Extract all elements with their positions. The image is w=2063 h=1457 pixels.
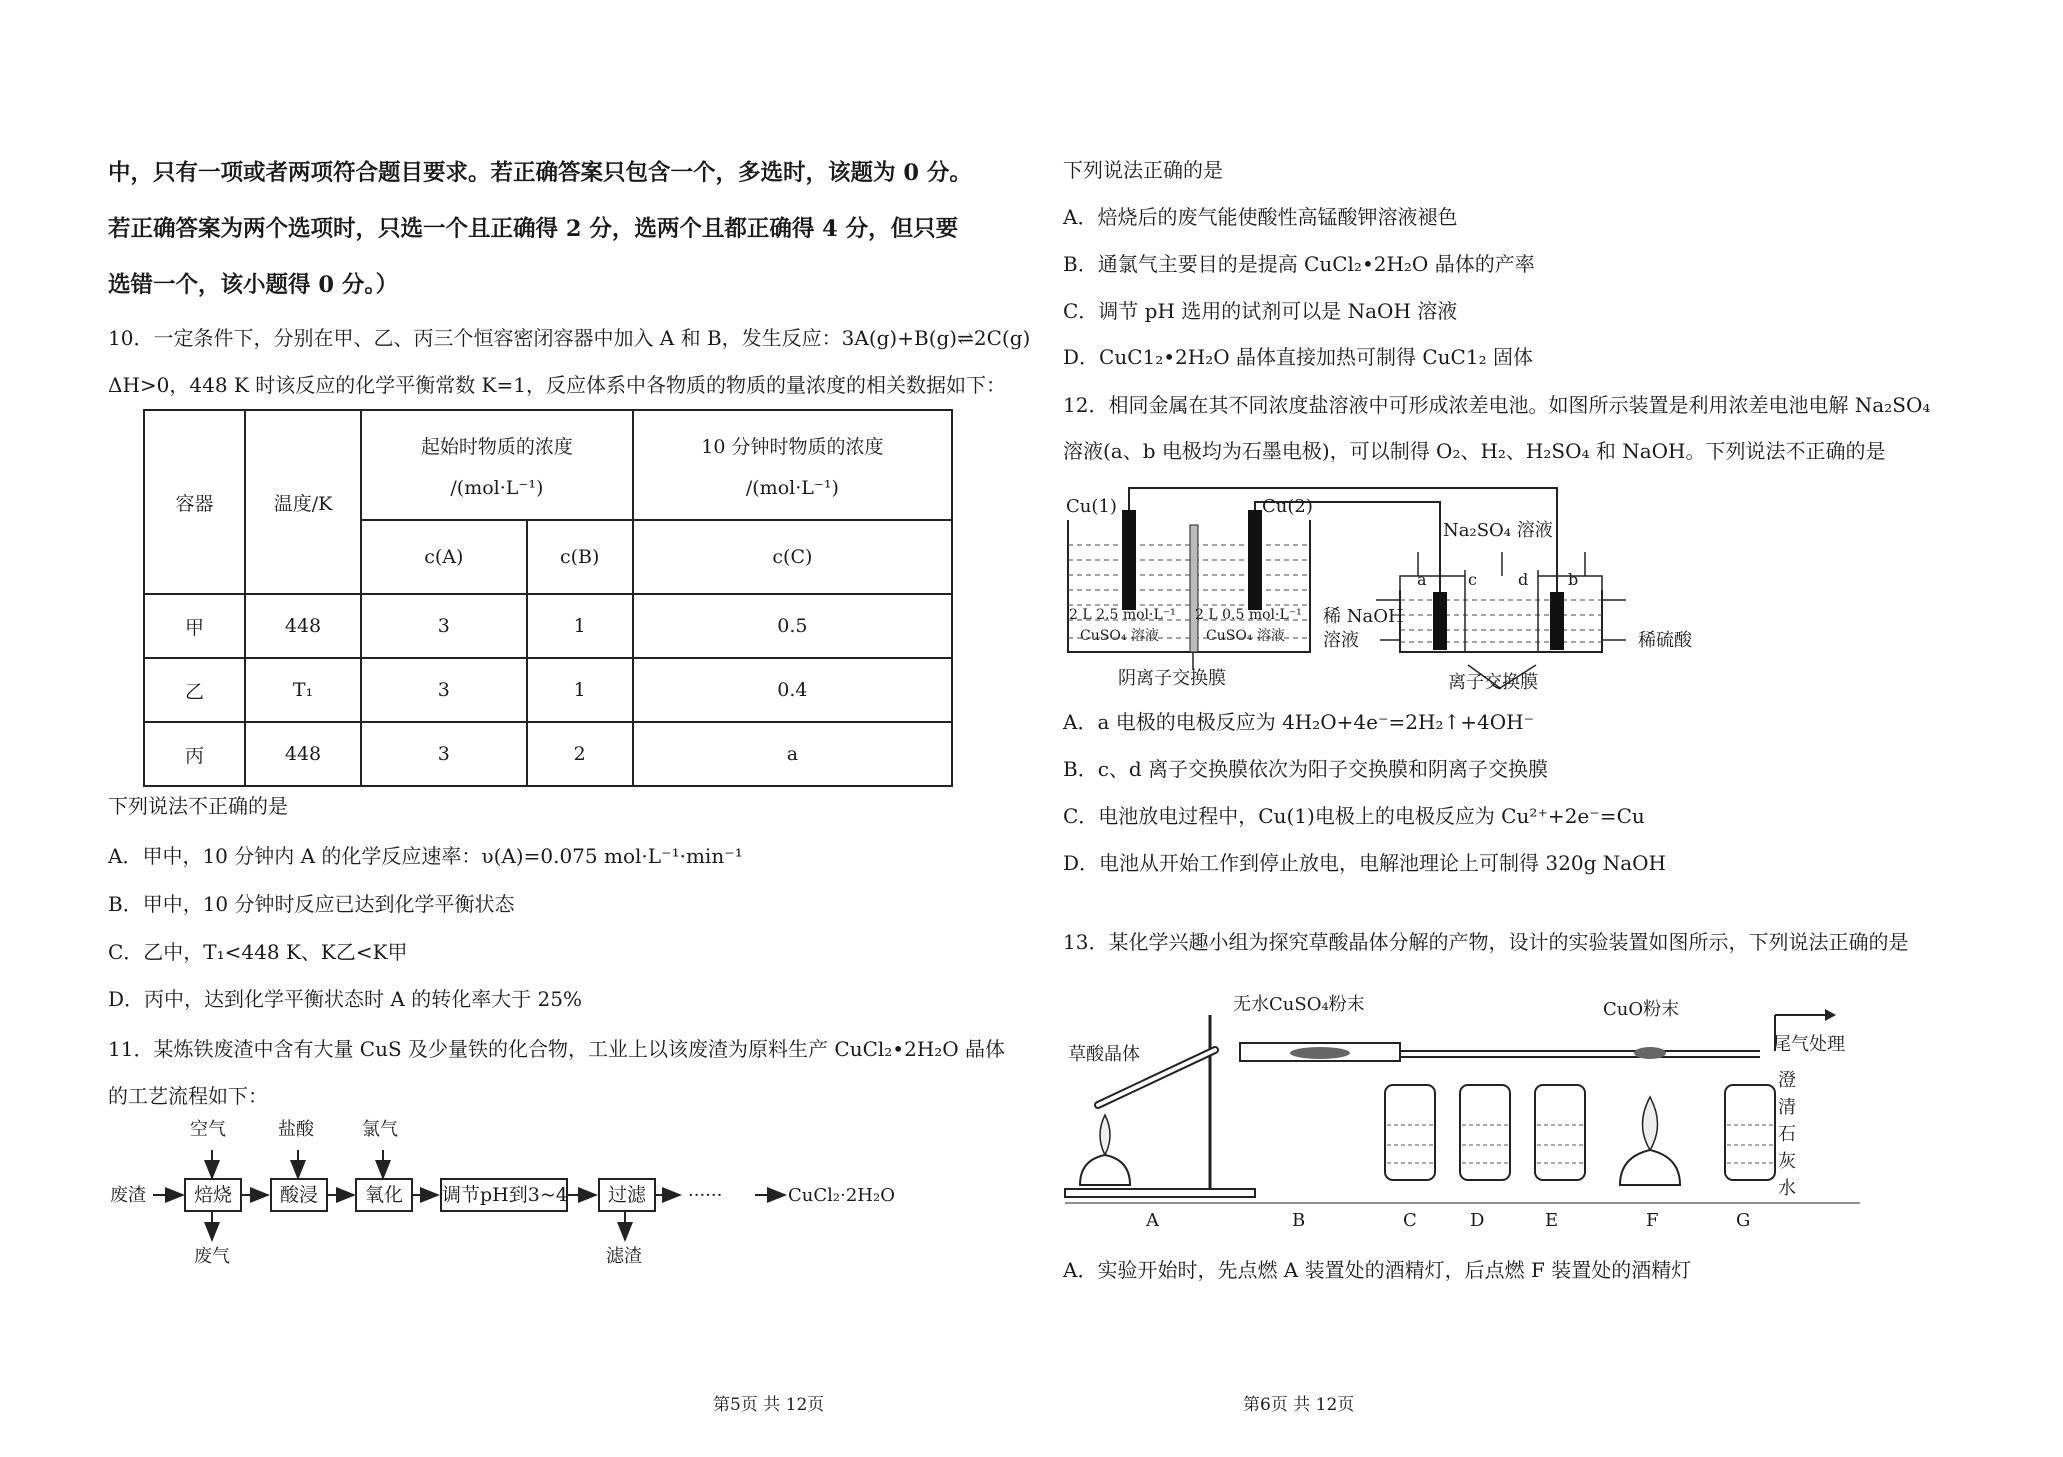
limewater-char-2: 清 — [1778, 1097, 1796, 1118]
q12-option-b: B．c、d 离子交换膜依次为阳子交换膜和阴离子交换膜 — [1063, 757, 1549, 781]
q11-option-d: D．CuC1₂•2H₂O 晶体直接加热可制得 CuC1₂ 固体 — [1063, 345, 1533, 369]
page-number-right: 第6页 共 12页 — [1243, 1395, 1355, 1415]
q11-prompt: 下列说法正确的是 — [1063, 158, 1223, 182]
q10-prompt: 下列说法不正确的是 — [108, 794, 288, 818]
th-start-concentration — [361, 410, 633, 520]
flow-input-air: 空气 — [190, 1119, 226, 1140]
apparatus-label-b: B — [1292, 1210, 1306, 1231]
limewater-char-5: 水 — [1778, 1178, 1796, 1199]
flow-input-chlorine: 氯气 — [362, 1119, 398, 1140]
tail-gas-label: 尾气处理 — [1773, 1034, 1845, 1055]
q10-stem-2: ΔH>0，448 K 时该反应的化学平衡常数 K=1，反应体系中各物质的物质的量浓度的相关数据如下： — [108, 373, 1006, 397]
table-row — [144, 594, 952, 658]
flow-input-hcl: 盐酸 — [278, 1119, 314, 1140]
limewater-char-3: 石 — [1778, 1124, 1796, 1145]
apparatus-label-f: F — [1646, 1210, 1659, 1231]
q13-stem: 13．某化学兴趣小组为探究草酸晶体分解的产物，设计的实验装置如图所示，下列说法正确的是 — [1063, 930, 1909, 954]
flow-dots: ······ — [688, 1185, 723, 1206]
table-row — [144, 658, 952, 722]
q11-option-b: B．通氯气主要目的是提高 CuCl₂•2H₂O 晶体的产率 — [1063, 252, 1535, 276]
apparatus-label-a: A — [1146, 1210, 1159, 1231]
table-row — [144, 722, 952, 786]
cell-b: 2 — [527, 722, 633, 786]
flow-step-acid-leach: 酸浸 — [270, 1178, 328, 1212]
sol2-line-2: CuSO₄ 溶液 — [1206, 628, 1285, 644]
limewater-char-4: 灰 — [1778, 1151, 1796, 1172]
cell-a: 3 — [361, 658, 527, 722]
limewater-char-1: 澄 — [1778, 1070, 1796, 1091]
q10-option-b: B．甲中，10 分钟时反应已达到化学平衡状态 — [108, 892, 515, 916]
cell-name: 乙 — [144, 658, 245, 722]
naoh-label-2: 溶液 — [1323, 630, 1359, 651]
apparatus-label-e: E — [1545, 1210, 1559, 1231]
electrode-b-label: b — [1568, 570, 1579, 589]
cell-temp: T₁ — [245, 658, 361, 722]
flow-step-roast: 焙烧 — [184, 1178, 242, 1212]
q10-stem-1: 10．一定条件下，分别在甲、乙、丙三个恒容密闭容器中加入 A 和 B，发生反应：3A(g)+B(g)⇌2C(g) — [108, 326, 1031, 350]
th-temperature: 温度/K — [245, 410, 361, 594]
apparatus-label-c: C — [1403, 1210, 1417, 1231]
q11-option-a: A．焙烧后的废气能使酸性高锰酸钾溶液褪色 — [1063, 205, 1458, 229]
cell-c: 0.5 — [633, 594, 952, 658]
flow-step-oxidize: 氧化 — [355, 1178, 413, 1212]
ion-membrane-label: 离子交换膜 — [1448, 672, 1538, 693]
q12-option-a: A．a 电极的电极反应为 4H₂O+4e⁻=2H₂↑+4OH⁻ — [1063, 710, 1535, 734]
th-10min-label: 10 分钟时物质的浓度 — [701, 435, 884, 458]
cell-temp: 448 — [245, 722, 361, 786]
sol2-line-1: 2 L 0.5 mol·L⁻¹ — [1195, 607, 1302, 623]
th-cA: c(A) — [361, 520, 527, 594]
na2so4-label: Na₂SO₄ 溶液 — [1443, 520, 1553, 541]
sol1-line-1: 2 L 2.5 mol·L⁻¹ — [1069, 607, 1176, 623]
cell-c: 0.4 — [633, 658, 952, 722]
cell-a: 3 — [361, 722, 527, 786]
th-container: 容器 — [144, 410, 245, 594]
flow-step-adjust-ph: 调节pH到3~4 — [440, 1178, 568, 1212]
apparatus-label-g: G — [1736, 1210, 1751, 1231]
q12-stem-1: 12．相同金属在其不同浓度盐溶液中可形成浓差电池。如图所示装置是利用浓差电池电解 Na₂SO₄ — [1063, 393, 1931, 417]
q11-option-c: C．调节 pH 选用的试剂可以是 NaOH 溶液 — [1063, 299, 1458, 323]
flow-step-filter: 过滤 — [598, 1178, 656, 1212]
q12-option-c: C．电池放电过程中，Cu(1)电极上的电极反应为 Cu²⁺+2e⁻=Cu — [1063, 804, 1645, 828]
instruction-line-2: 若正确答案为两个选项时，只选一个且正确得 2 分，选两个且都正确得 4 分，但只要 — [108, 216, 959, 242]
apparatus-label-d: D — [1470, 1210, 1485, 1231]
membrane-c-label: c — [1468, 570, 1477, 589]
th-10min-concentration — [633, 410, 952, 520]
q13-option-a: A．实验开始时，先点燃 A 装置处的酒精灯，后点燃 F 装置处的酒精灯 — [1063, 1258, 1692, 1282]
th-start-unit: /(mol·L⁻¹) — [450, 476, 544, 499]
q10-option-a: A．甲中，10 分钟内 A 的化学反应速率：υ(A)=0.075 mol·L⁻¹·min⁻¹ — [108, 844, 743, 868]
instruction-line-3: 选错一个，该小题得 0 分。） — [108, 272, 399, 298]
page-number-left: 第5页 共 12页 — [713, 1395, 825, 1415]
q10-option-c: C．乙中，T₁<448 K、K乙<K甲 — [108, 940, 408, 964]
cuo-powder-label: CuO粉末 — [1603, 999, 1680, 1020]
q12-stem-2: 溶液(a、b 电极均为石墨电极)，可以制得 O₂、H₂、H₂SO₄ 和 NaOH。下列说法不正确的是 — [1063, 439, 1886, 463]
th-cB: c(B) — [527, 520, 633, 594]
flow-output-residue: 滤渣 — [606, 1246, 642, 1267]
flow-product: CuCl₂·2H₂O — [788, 1185, 895, 1206]
instruction-line-1: 中，只有一项或者两项符合题目要求。若正确答案只包含一个，多选时，该题为 0 分。 — [108, 160, 972, 186]
q12-option-d: D．电池从开始工作到停止放电，电解池理论上可制得 320g NaOH — [1063, 851, 1666, 875]
th-10min-unit: /(mol·L⁻¹) — [745, 476, 839, 499]
th-cC: c(C) — [633, 520, 952, 594]
q10-option-d: D．丙中，达到化学平衡状态时 A 的转化率大于 25% — [108, 987, 583, 1011]
flow-start: 废渣 — [110, 1185, 146, 1206]
th-start-label: 起始时物质的浓度 — [420, 435, 573, 458]
dilute-acid-label: 稀硫酸 — [1638, 630, 1692, 651]
cu1-label: Cu(1) — [1066, 496, 1117, 517]
oxalic-crystal-label: 草酸晶体 — [1068, 1044, 1140, 1065]
flow-output-waste-gas: 废气 — [194, 1246, 230, 1267]
q13-apparatus-figure — [1060, 985, 1870, 1215]
naoh-label-1: 稀 NaOH — [1323, 606, 1404, 627]
cell-c: a — [633, 722, 952, 786]
cell-name: 丙 — [144, 722, 245, 786]
anion-membrane-label: 阴离子交换膜 — [1118, 668, 1226, 689]
electrode-a-label: a — [1417, 570, 1427, 589]
cell-name: 甲 — [144, 594, 245, 658]
q11-stem-2: 的工艺流程如下： — [108, 1084, 268, 1108]
sol1-line-2: CuSO₄ 溶液 — [1080, 628, 1159, 644]
cu2-label: Cu(2) — [1262, 496, 1313, 517]
cell-temp: 448 — [245, 594, 361, 658]
membrane-d-label: d — [1518, 570, 1529, 589]
cell-a: 3 — [361, 594, 527, 658]
cell-b: 1 — [527, 594, 633, 658]
q10-data-table — [143, 409, 953, 787]
cell-b: 1 — [527, 658, 633, 722]
q11-stem-1: 11．某炼铁废渣中含有大量 CuS 及少量铁的化合物，工业上以该废渣为原料生产 CuCl₂•2H₂O 晶体 — [108, 1037, 1006, 1061]
anhydrous-cuso4-label: 无水CuSO₄粉末 — [1233, 994, 1365, 1015]
